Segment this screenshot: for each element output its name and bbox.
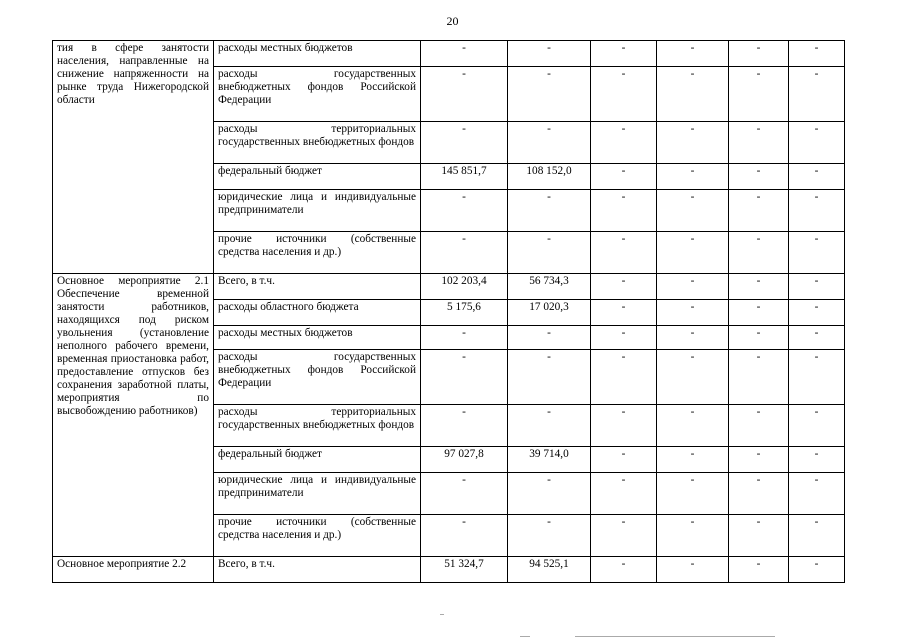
value-cell: -	[729, 41, 789, 67]
source-cell: Всего, в т.ч.	[214, 557, 421, 583]
page-number: 20	[446, 14, 459, 28]
value-cell: -	[421, 473, 508, 515]
value-cell: -	[421, 515, 508, 557]
value-cell: -	[508, 122, 591, 164]
value-cell: 94 525,1	[508, 557, 591, 583]
value-cell: -	[729, 67, 789, 122]
value-cell: -	[789, 274, 845, 300]
value-cell: -	[508, 41, 591, 67]
source-cell: федеральный бюджет	[214, 164, 421, 190]
value-cell: -	[789, 232, 845, 274]
value-cell: -	[729, 300, 789, 326]
budget-table	[52, 40, 845, 583]
value-cell: -	[591, 41, 657, 67]
value-cell: -	[789, 557, 845, 583]
value-cell: -	[789, 67, 845, 122]
value-cell: 56 734,3	[508, 274, 591, 300]
value-cell: -	[421, 41, 508, 67]
value-cell: -	[591, 190, 657, 232]
value-cell: -	[729, 473, 789, 515]
value-cell: 102 203,4	[421, 274, 508, 300]
value-cell: -	[421, 232, 508, 274]
value-cell: -	[657, 515, 729, 557]
value-cell: -	[657, 447, 729, 473]
value-cell: -	[789, 164, 845, 190]
value-cell: -	[729, 405, 789, 447]
value-cell: -	[729, 190, 789, 232]
value-cell: -	[421, 326, 508, 350]
value-cell: -	[657, 164, 729, 190]
value-cell: 108 152,0	[508, 164, 591, 190]
value-cell: -	[508, 350, 591, 405]
value-cell: -	[657, 300, 729, 326]
value-cell: -	[591, 274, 657, 300]
value-cell: -	[789, 41, 845, 67]
source-cell: прочие источники (собственные средства населения и др.)	[214, 232, 421, 274]
value-cell: -	[591, 405, 657, 447]
source-cell: федеральный бюджет	[214, 447, 421, 473]
value-cell: 39 714,0	[508, 447, 591, 473]
value-cell: -	[729, 557, 789, 583]
source-cell: прочие источники (собственные средства населения и др.)	[214, 515, 421, 557]
activity-cell: тия в сфере занятости населения, направленные на снижение напряженности на рынке труда Нижегородской области	[53, 41, 214, 274]
value-cell: -	[508, 326, 591, 350]
value-cell: -	[657, 232, 729, 274]
value-cell: -	[591, 557, 657, 583]
value-cell: -	[657, 405, 729, 447]
value-cell: -	[591, 300, 657, 326]
source-cell: расходы местных бюджетов	[214, 41, 421, 67]
value-cell: -	[591, 122, 657, 164]
value-cell: -	[657, 274, 729, 300]
value-cell: -	[789, 300, 845, 326]
value-cell: -	[591, 473, 657, 515]
value-cell: 5 175,6	[421, 300, 508, 326]
source-cell: расходы государственных внебюджетных фондов Российской Федерации	[214, 350, 421, 405]
value-cell: -	[591, 67, 657, 122]
source-cell: расходы областного бюджета	[214, 300, 421, 326]
value-cell: -	[789, 122, 845, 164]
activity-cell: Основное мероприятие 2.2	[53, 557, 214, 583]
value-cell: -	[421, 122, 508, 164]
value-cell: -	[729, 164, 789, 190]
source-cell: Всего, в т.ч.	[214, 274, 421, 300]
value-cell: -	[591, 326, 657, 350]
value-cell: -	[657, 67, 729, 122]
source-cell: расходы государственных внебюджетных фондов Российской Федерации	[214, 67, 421, 122]
value-cell: -	[508, 67, 591, 122]
scan-artifacts	[0, 600, 905, 640]
table-row	[53, 274, 845, 300]
value-cell: -	[591, 164, 657, 190]
value-cell: -	[729, 122, 789, 164]
value-cell: -	[421, 350, 508, 405]
value-cell: -	[591, 515, 657, 557]
value-cell: -	[591, 232, 657, 274]
value-cell: 51 324,7	[421, 557, 508, 583]
value-cell: -	[657, 350, 729, 405]
source-cell: расходы местных бюджетов	[214, 326, 421, 350]
value-cell: -	[789, 405, 845, 447]
value-cell: -	[789, 473, 845, 515]
value-cell: -	[508, 473, 591, 515]
value-cell: -	[789, 447, 845, 473]
source-cell: расходы территориальных государственных внебюджетных фондов	[214, 405, 421, 447]
value-cell: -	[729, 350, 789, 405]
value-cell: -	[421, 190, 508, 232]
value-cell: -	[657, 473, 729, 515]
value-cell: 97 027,8	[421, 447, 508, 473]
value-cell: -	[789, 190, 845, 232]
activity-cell: Основное мероприятие 2.1 Обеспечение временной занятости работников, находящихся под риском увольнения (установление неполного рабочего времени, временная приостановка работ, предоставление отпусков без сохранения заработной платы, мероприятия по высвобождению работников)	[53, 274, 214, 557]
value-cell: -	[657, 557, 729, 583]
source-cell: юридические лица и индивидуальные предприниматели	[214, 473, 421, 515]
value-cell: -	[729, 232, 789, 274]
value-cell: -	[789, 326, 845, 350]
value-cell: -	[421, 67, 508, 122]
source-cell: расходы территориальных государственных внебюджетных фондов	[214, 122, 421, 164]
value-cell: -	[657, 190, 729, 232]
value-cell: -	[508, 232, 591, 274]
table-row	[53, 41, 845, 67]
value-cell: -	[657, 326, 729, 350]
source-cell: юридические лица и индивидуальные предприниматели	[214, 190, 421, 232]
value-cell: -	[729, 447, 789, 473]
value-cell: 145 851,7	[421, 164, 508, 190]
table-row	[53, 557, 845, 583]
value-cell: -	[591, 350, 657, 405]
value-cell: -	[789, 515, 845, 557]
value-cell: -	[789, 350, 845, 405]
value-cell: -	[508, 190, 591, 232]
value-cell: -	[508, 515, 591, 557]
value-cell: -	[657, 122, 729, 164]
value-cell: -	[657, 41, 729, 67]
value-cell: 17 020,3	[508, 300, 591, 326]
value-cell: -	[729, 326, 789, 350]
value-cell: -	[421, 405, 508, 447]
value-cell: -	[729, 274, 789, 300]
value-cell: -	[591, 447, 657, 473]
value-cell: -	[508, 405, 591, 447]
value-cell: -	[729, 515, 789, 557]
